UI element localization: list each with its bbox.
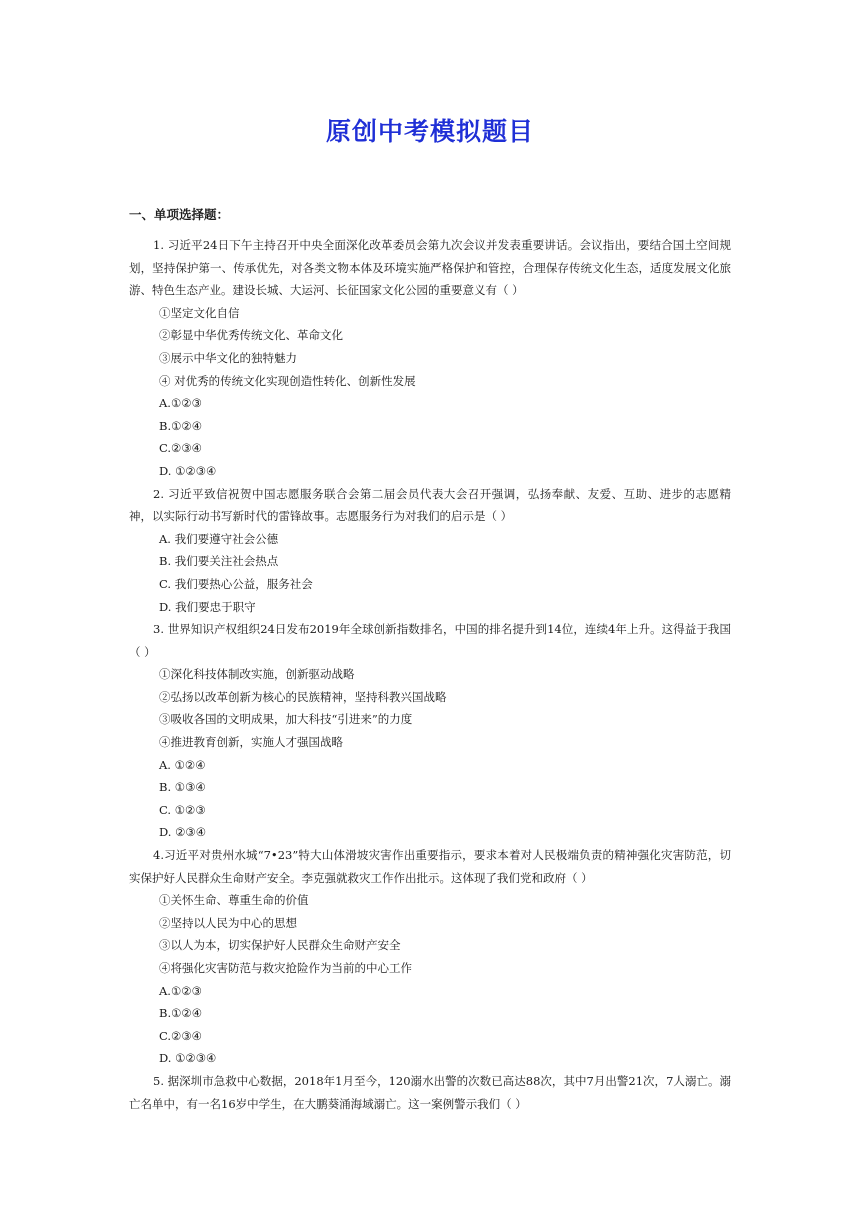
statement-item: ③吸收各国的文明成果，加大科技“引进来”的力度 [159,712,413,727]
question-stem: 4.习近平对贵州水城“7•23”特大山体滑坡灾害作出重要指示，要求本着对人民极端负责的精神强化灾害防范，切实保护好人民群众生命财产安全。李克强就救灾工作作出批示。这体现了我们党和政府（ ） [129,848,731,885]
answer-choice: D. ①②③④ [159,463,217,478]
statement-item: ③以人为本，切实保护好人民群众生命财产安全 [159,938,401,953]
statement-item: ①坚定文化自信 [159,305,240,320]
statement-item: ④ 对优秀的传统文化实现创造性转化、创新性发展 [159,373,416,388]
question-4 [129,844,731,1070]
question-stem: 2. 习近平致信祝贺中国志愿服务联合会第二届会员代表大会召开强调，弘扬奉献、友爱、互助、进步的志愿精神，以实际行动书写新时代的雷锋故事。志愿服务行为对我们的启示是（ ） [129,486,731,524]
answer-choice: C.②③④ [159,441,202,456]
question-list [129,234,731,1115]
statement-item: ①深化科技体制改实施，创新驱动战略 [159,667,355,682]
answer-choice: B.①②④ [159,418,203,433]
answer-choice: B. ①③④ [159,780,206,795]
statement-item: ④将强化灾害防范与救灾抢险作为当前的中心工作 [159,961,412,975]
answer-choice: B.①②④ [159,1006,203,1021]
question-stem: 5. 据深圳市急救中心数据，2018年1月至今，120溺水出警的次数已高达88次，其中7月出警21次，7人溺亡。溺亡名单中，有一名16岁中学生，在大鹏葵涌海域溺亡。这一案例警示我们（ ） [129,1073,731,1111]
answer-choice: A. ①②④ [159,757,206,772]
statement-item: ④推进教育创新，实施人才强国战略 [159,735,343,750]
statement-item: ②弘扬以改革创新为核心的民族精神，坚持科教兴国战略 [159,689,447,704]
question-1 [129,234,731,483]
answer-choice: B. 我们要关注社会热点 [159,554,279,569]
answer-choice: A. 我们要遵守社会公德 [159,531,279,546]
question-5 [129,1070,731,1115]
statement-item: ②彰显中华优秀传统文化、革命文化 [159,328,343,343]
question-stem: 1. 习近平24日下午主持召开中央全面深化改革委员会第九次会议并发表重要讲话。会议指出，要结合国土空间规划，坚持保护第一、传承优先，对各类文物本体及环境实施严格保护和管控，合理保存传统文化生态，适度发展文化旅游、特色生态产业。建设长城、大运河、长征国家文化公园的重要意义有（ ） [129,238,731,298]
statement-item: ①关怀生命、尊重生命的价值 [159,893,309,908]
statement-item: ②坚持以人民为中心的思想 [159,915,297,930]
answer-choice: D. ①②③④ [159,1051,217,1066]
question-3 [129,618,731,844]
answer-choice: A.①②③ [159,396,202,411]
answer-choice: D. 我们要忠于职守 [159,599,256,614]
question-2 [129,483,731,619]
answer-choice: A.①②③ [159,983,202,998]
answer-choice: C. 我们要热心公益，服务社会 [159,576,313,591]
answer-choice: C. ①②③ [159,802,206,817]
page-title: 原创中考模拟题目 [325,117,534,146]
answer-choice: D. ②③④ [159,825,207,840]
statement-item: ③展示中华文化的独特魅力 [159,350,297,365]
question-stem: 3. 世界知识产权组织24日发布2019年全球创新指数排名，中国的排名提升到14位，连续4年上升。这得益于我国 （ ） [129,622,731,659]
answer-choice: C.②③④ [159,1028,202,1043]
section-heading: 一、单项选择题： [129,207,230,222]
